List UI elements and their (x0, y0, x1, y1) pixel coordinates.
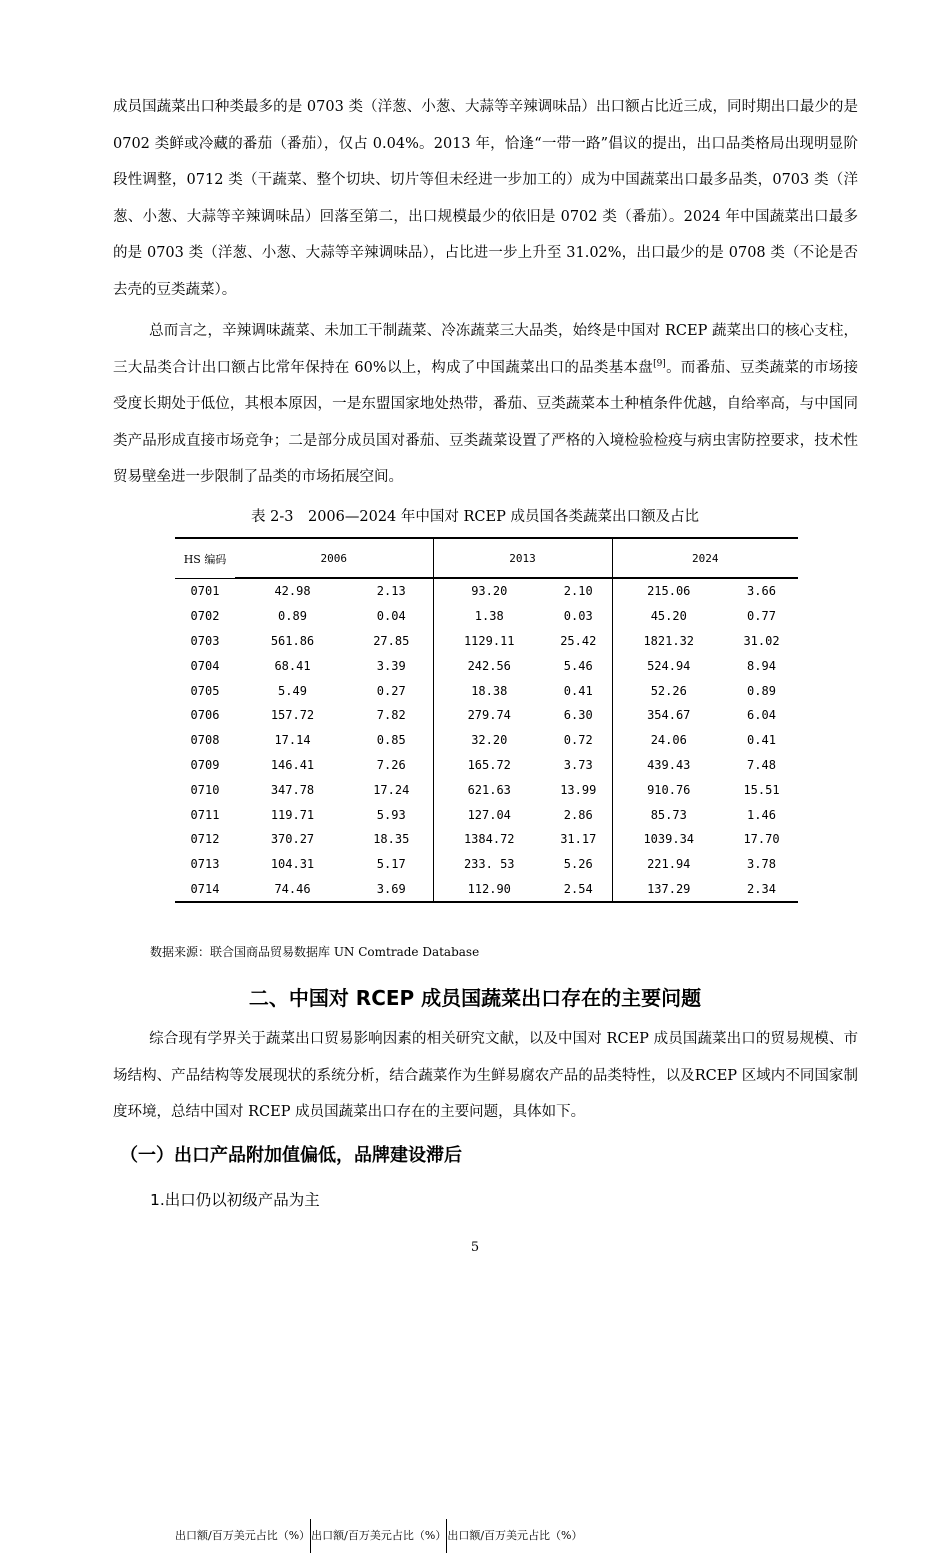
table-cell: 5.49 (278, 683, 307, 698)
hs-code-cell: 0705 (190, 683, 220, 698)
hs-code-cell: 0708 (190, 733, 220, 748)
table-row (175, 653, 798, 678)
table-cell: 52.26 (612, 678, 725, 703)
table-cell: 621.63 (433, 777, 545, 802)
section-heading: 二、中国对 RCEP 成员国蔬菜出口存在的主要问题 (248, 986, 702, 1010)
col-header-export-value: 出口额/百万美元 (175, 1529, 256, 1542)
table-cell: 8.94 (747, 658, 776, 673)
table-cell: 215.06 (612, 579, 725, 604)
year-header-2024: 2024 (612, 538, 798, 578)
table-cell: 354.67 (612, 703, 725, 728)
table-cell: 0.03 (563, 609, 593, 624)
hs-code-cell: 0703 (190, 633, 220, 648)
hs-code-cell: 0713 (190, 857, 220, 872)
table-cell: 1.46 (747, 807, 776, 822)
page-number: 5 (470, 1240, 480, 1255)
table-cell: 3.73 (563, 757, 593, 772)
table-cell: 0.89 (747, 683, 776, 698)
table-cell: 3.66 (725, 579, 798, 604)
table-cell: 3.78 (747, 857, 776, 872)
col-header-export-value: 出口额/百万美元 (447, 1519, 528, 1553)
table-cell: 2.86 (563, 807, 593, 822)
table-cell: 2.10 (545, 579, 612, 604)
table-row (175, 678, 798, 703)
table-row (175, 579, 798, 604)
hs-code-cell: 0711 (190, 807, 220, 822)
table-cell: 112.90 (433, 877, 545, 903)
table-cell: 31.02 (743, 633, 780, 648)
table-cell: 1821.32 (612, 629, 725, 654)
subsection-heading: （一）出口产品附加值偏低，品牌建设滞后 (120, 1145, 462, 1166)
table-cell: 0.41 (563, 683, 593, 698)
sub-subsection-heading: 1.出口仍以初级产品为主 (150, 1191, 320, 1209)
table-cell: 13.99 (560, 782, 597, 797)
table-cell: 5.17 (376, 857, 406, 872)
table-row (175, 703, 798, 728)
table-cell: 7.82 (376, 708, 406, 723)
table-cell: 1384.72 (433, 827, 545, 852)
paragraph-summary: 总而言之，辛辣调味蔬菜、未加工干制蔬菜、冷冻蔬菜三大品类，始终是中国对 RCEP 蔬菜出口的核心支柱，三大品类合计出口额占比常年保持在 60%以上，构成了中国蔬菜出口的品类基本盘[9]。而番茄、豆类蔬菜的市场接受度长期处于低位，其根本原因，一是东盟国家地处热带，番茄、豆类蔬菜本土种植条件优越，自给率高，与中国同类产品形成直接市场竞争；二是部分成员国对番茄、豆类蔬菜设置了严格的入境检验检疫与病虫害防控要求，技术性贸易壁垒进一步限制了品类的市场拓展空间。 (113, 323, 859, 486)
table-cell: 524.94 (612, 653, 725, 678)
table-cell: 1039.34 (612, 827, 725, 852)
table-caption: 表 2-3 2006—2024 年中国对 RCEP 成员国各类蔬菜出口额及占比 (251, 509, 699, 525)
table-cell: 25.42 (560, 633, 597, 648)
hs-code-cell: 0702 (190, 609, 220, 624)
hs-code-header: HS 编码 (175, 538, 235, 579)
table-cell: 0.72 (563, 733, 593, 748)
table-cell: 370.27 (270, 832, 315, 847)
table-cell: 157.72 (270, 708, 315, 723)
table-cell: 5.46 (563, 658, 593, 673)
table-cell: 137.29 (612, 877, 725, 903)
hs-code-cell: 0712 (190, 832, 220, 847)
hs-code-cell: 0706 (190, 708, 220, 723)
table-cell: 561.86 (270, 633, 315, 648)
table-cell: 910.76 (612, 777, 725, 802)
table-row (175, 629, 798, 654)
table-cell: 17.24 (373, 782, 410, 797)
table-cell: 119.71 (270, 807, 315, 822)
col-header-export-value: 出口额/百万美元 (311, 1519, 392, 1553)
table-cell: 0.04 (376, 609, 406, 624)
table-row (175, 753, 798, 778)
table-cell: 18.35 (373, 832, 410, 847)
table-row (175, 877, 798, 903)
table-cell: 2.34 (725, 877, 798, 903)
table-cell: 165.72 (433, 753, 545, 778)
table-source-note: 数据来源：联合国商品贸易数据库 UN Comtrade Database (150, 945, 480, 959)
col-header-share: 占比（%） (391, 1529, 447, 1542)
paragraph-section-intro: 综合现有学界关于蔬菜出口贸易影响因素的相关研究文献，以及中国对 RCEP 成员国蔬菜出口的贸易规模、市场结构、产品结构等发展现状的系统分析，结合蔬菜作为生鲜易腐农产品的品类特性，以及RCEP 区域内不同国家制度环境，总结中国对 RCEP 成员国蔬菜出口存在的主要问题，具体如下。 (113, 1031, 858, 1121)
table-cell: 27.85 (373, 633, 410, 648)
table-row (175, 728, 798, 753)
table-cell: 127.04 (433, 802, 545, 827)
citation-ref[interactable]: [9] (653, 358, 666, 369)
table-cell: 3.69 (350, 877, 433, 903)
table-cell: 1.38 (433, 604, 545, 629)
table-cell: 93.20 (433, 579, 545, 604)
table-row (175, 604, 798, 629)
table-cell: 221.94 (612, 852, 725, 877)
hs-code-cell: 0714 (175, 877, 235, 903)
col-header-share: 占比（%） (255, 1529, 311, 1542)
table-cell: 0.41 (747, 733, 776, 748)
table-cell: 1129.11 (433, 629, 545, 654)
hs-code-cell: 0709 (190, 757, 220, 772)
table-cell: 279.74 (433, 703, 545, 728)
hs-code-cell: 0704 (190, 658, 220, 673)
table-cell: 15.51 (743, 782, 780, 797)
table-cell: 0.77 (747, 609, 776, 624)
table-cell: 18.38 (433, 678, 545, 703)
table-cell: 31.17 (560, 832, 597, 847)
table-cell: 7.48 (747, 757, 776, 772)
table-row (175, 802, 798, 827)
table-cell: 0.27 (376, 683, 406, 698)
table-cell: 32.20 (433, 728, 545, 753)
table-cell: 2.54 (545, 877, 612, 903)
table-cell: 0.89 (278, 609, 307, 624)
table-cell: 85.73 (612, 802, 725, 827)
table-cell: 3.39 (376, 658, 406, 673)
table-cell: 0.85 (376, 733, 406, 748)
year-header-2006: 2006 (235, 538, 433, 578)
table-cell: 17.70 (743, 832, 780, 847)
table-cell: 2.13 (350, 579, 433, 604)
hs-code-cell: 0710 (190, 782, 220, 797)
table-cell: 6.30 (563, 708, 593, 723)
table-cell: 24.06 (612, 728, 725, 753)
table-cell: 74.46 (235, 877, 350, 903)
table-cell: 68.41 (274, 658, 311, 673)
year-header-2013: 2013 (433, 538, 612, 578)
table-cell: 347.78 (270, 782, 315, 797)
table-cell: 233. 53 (433, 852, 545, 877)
table-cell: 7.26 (376, 757, 406, 772)
table-cell: 42.98 (235, 579, 350, 604)
table-row (175, 777, 798, 802)
table-cell: 5.26 (563, 857, 593, 872)
table-cell: 17.14 (274, 733, 311, 748)
table-cell: 45.20 (612, 604, 725, 629)
table-cell: 242.56 (433, 653, 545, 678)
table-cell: 146.41 (270, 757, 315, 772)
table-cell: 439.43 (612, 753, 725, 778)
table-cell: 104.31 (270, 857, 315, 872)
col-header-share: 占比（%） (528, 1529, 583, 1542)
table-row (175, 827, 798, 852)
paragraph-product-categories: 成员国蔬菜出口种类最多的是 0703 类（洋葱、小葱、大蒜等辛辣调味品）出口额占比近三成，同时期出口最少的是 0702 类鲜或冷藏的番茄（番茄），仅占 0.04%。2013 年，恰逢“一带一路”倡议的提出，出口品类格局出现明显阶段性调整，0712 类（干蔬菜、整个切块、切片等但未经进一步加工的）成为中国蔬菜出口最多品类，0703 类（洋葱、小葱、大蒜等辛辣调味品）回落至第二，出口规模最少的依旧是 0702 类（番茄）。2024 年中国蔬菜出口最多的是 0703 类（洋葱、小葱、大蒜等辛辣调味品），占比进一步上升至 31.02%，出口最少的是 0708 类（不论是否去壳的豆类蔬菜）。 (113, 99, 858, 298)
table-row (175, 852, 798, 877)
table-cell: 6.04 (747, 708, 776, 723)
table-cell: 5.93 (376, 807, 406, 822)
hs-code-cell: 0701 (175, 579, 235, 604)
